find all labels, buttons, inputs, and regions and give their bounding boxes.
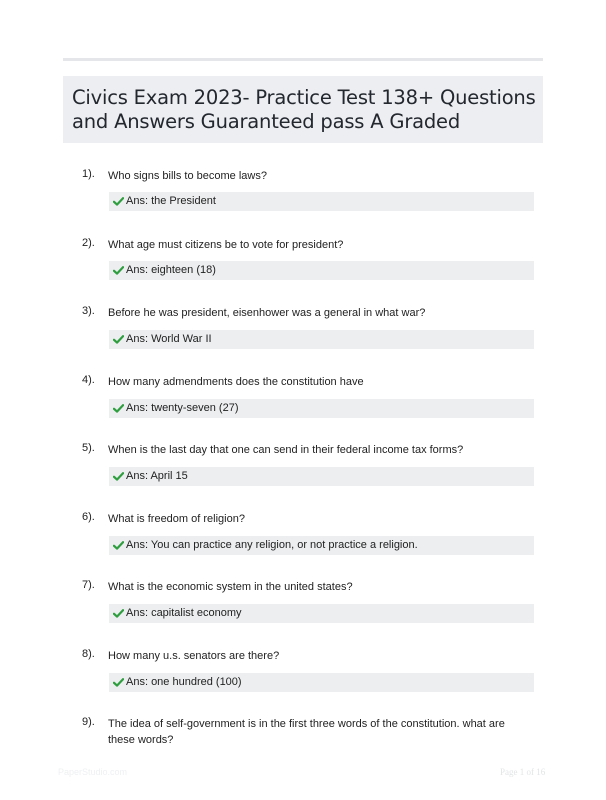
question-number: 4). [82,374,95,386]
answer-box [109,330,534,349]
answer-text: Ans: April 15 [126,470,188,482]
answer-text: Ans: the President [126,195,216,207]
question-number: 8). [82,648,95,660]
question-number: 9). [82,716,95,728]
question-text: Before he was president, eisenhower was a general in what war? [108,307,426,319]
question-text: What is freedom of religion? [108,513,245,525]
answer-text: Ans: capitalist economy [126,607,242,619]
question-text: When is the last day that one can send in their federal income tax forms? [108,444,464,456]
check-icon [113,261,125,280]
check-icon [113,467,125,486]
question-text: Who signs bills to become laws? [108,170,267,182]
page-title: Civics Exam 2023- Practice Test 138+ Questions and Answers Guaranteed pass A Graded [72,86,536,133]
answer-box [109,536,534,555]
question-text: How many u.s. senators are there? [108,650,280,662]
question-number: 1). [82,168,95,180]
answer-text: Ans: eighteen (18) [126,264,216,276]
top-divider [63,58,543,61]
answer-text: Ans: twenty-seven (27) [126,402,239,414]
question-number: 3). [82,305,95,317]
check-icon [113,192,125,211]
answer-text: Ans: You can practice any religion, or not practice a religion. [126,539,418,551]
answer-box [109,604,534,623]
question-text: How many admendments does the constitution have [108,376,364,388]
answer-box [109,673,534,692]
question-text: The idea of self-government is in the first three words of the constitution. what are these words? [108,718,505,746]
check-icon [113,330,125,349]
question-number: 5). [82,442,95,454]
page-indicator: Page 1 of 16 [500,767,546,777]
question-number: 6). [82,511,95,523]
check-icon [113,399,125,418]
answer-text: Ans: World War II [126,333,212,345]
answer-box [109,467,534,486]
question-number: 7). [82,579,95,591]
check-icon [113,604,125,623]
check-icon [113,536,125,555]
answer-box [109,399,534,418]
question-text: What age must citizens be to vote for president? [108,239,344,251]
check-icon [113,673,125,692]
question-text: What is the economic system in the united states? [108,581,353,593]
answer-text: Ans: one hundred (100) [126,676,242,688]
answer-box [109,261,534,280]
footer-watermark: PaperStudio.com [58,767,128,777]
answer-box [109,192,534,211]
question-number: 2). [82,237,95,249]
